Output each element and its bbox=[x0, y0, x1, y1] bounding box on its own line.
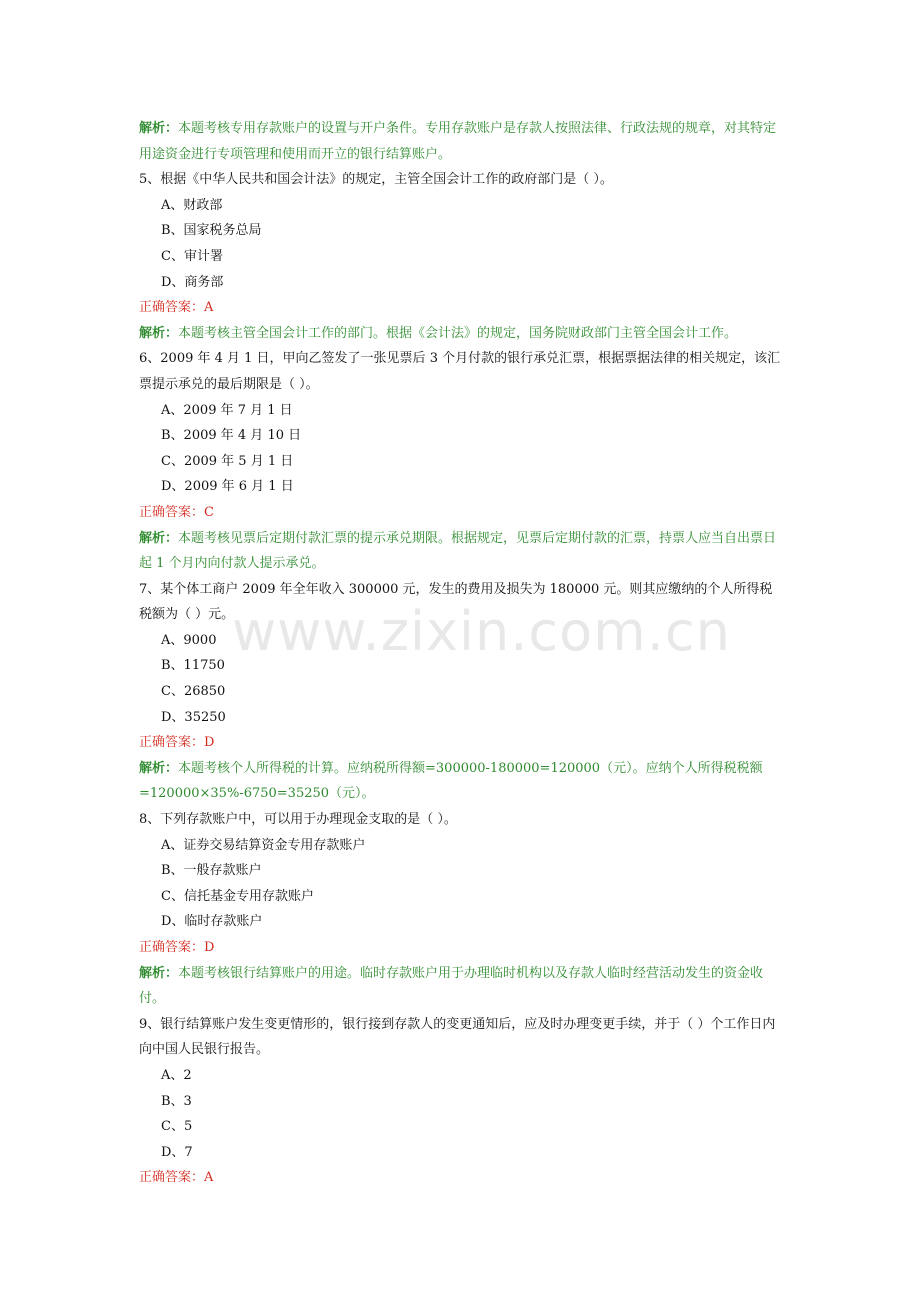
q8-option-c: C、信托基金专用存款账户 bbox=[161, 888, 314, 904]
q9-answer: 正确答案：A bbox=[139, 1170, 214, 1186]
q8-answer: 正确答案：D bbox=[139, 940, 215, 955]
question-8-stem: 8、下列存款账户中，可以用于办理现金支取的是（ ）。 bbox=[139, 812, 457, 828]
q7-option-a: A、9000 bbox=[161, 632, 217, 648]
q6-answer: 正确答案：C bbox=[139, 504, 214, 520]
q5-option-b: B、国家税务总局 bbox=[161, 223, 262, 239]
question-9-stem: 9、银行结算账户发生变更情形的，银行接到存款人的变更通知后，应及时办理变更手续，并于（ ）个工作日内向中国人民银行报告。 bbox=[139, 1016, 776, 1058]
q5-option-d: D、商务部 bbox=[161, 274, 224, 290]
q6-option-d: D、2009 年 6 月 1 日 bbox=[161, 479, 294, 495]
analysis-q8: 解析：本题考核银行结算账户的用途。临时存款账户用于办理临时机构以及存款人临时经营活动发生的资金收付。 bbox=[139, 965, 764, 1007]
analysis-label: 解析： bbox=[139, 121, 179, 136]
watermark: www.zixin.com.cn bbox=[232, 600, 731, 663]
q9-option-c: C、5 bbox=[161, 1119, 193, 1135]
q9-option-a: A、2 bbox=[161, 1067, 192, 1083]
q5-option-c: C、审计署 bbox=[161, 248, 223, 264]
q6-option-a: A、2009 年 7 月 1 日 bbox=[161, 402, 293, 418]
q8-option-a: A、证券交易结算资金专用存款账户 bbox=[161, 837, 366, 853]
analysis-q7: 解析：本题考核个人所得税的计算。应纳税所得额=300000-180000=120000（元）。应纳个人所得税税额=120000×35%-6750=35250（元）。 bbox=[139, 760, 763, 802]
analysis-q5: 解析：本题考核主管全国会计工作的部门。根据《会计法》的规定，国务院财政部门主管全国会计工作。 bbox=[139, 325, 738, 341]
question-6-stem: 6、2009 年 4 月 1 日，甲向乙签发了一张见票后 3 个月付款的银行承兑汇票，根据票据法律的相关规定，该汇票提示承兑的最后期限是（ ）。 bbox=[139, 351, 781, 392]
question-5-stem: 5、根据《中华人民共和国会计法》的规定，主管全国会计工作的政府部门是（ ）。 bbox=[139, 172, 613, 188]
q6-option-b: B、2009 年 4 月 10 日 bbox=[161, 428, 302, 444]
analysis-q4: 解析：本题考核专用存款账户的设置与开户条件。专用存款账户是存款人按照法律、行政法规的规章，对其特定用途资金进行专项管理和使用而开立的银行结算账户。 bbox=[139, 121, 777, 162]
q7-option-c: C、26850 bbox=[161, 684, 226, 700]
document-body bbox=[139, 116, 784, 1191]
q7-option-d: D、35250 bbox=[161, 709, 226, 725]
q9-option-b: B、3 bbox=[161, 1093, 192, 1109]
q5-option-a: A、财政部 bbox=[161, 197, 223, 213]
q7-answer: 正确答案：D bbox=[139, 735, 215, 751]
question-7-stem: 7、某个体工商户 2009 年全年收入 300000 元，发生的费用及损失为 180000 元。则其应缴纳的个人所得税税额为（ ）元。 bbox=[139, 581, 773, 623]
analysis-q6: 解析：本题考核见票后定期付款汇票的提示承兑期限。根据规定，见票后定期付款的汇票，持票人应当自出票日起 1 个月内向付款人提示承兑。 bbox=[139, 530, 777, 572]
q6-option-c: C、2009 年 5 月 1 日 bbox=[161, 453, 294, 469]
q8-option-d: D、临时存款账户 bbox=[161, 914, 263, 930]
q7-option-b: B、11750 bbox=[161, 658, 225, 674]
q9-option-d: D、7 bbox=[161, 1144, 193, 1160]
q5-answer: 正确答案：A bbox=[139, 300, 214, 316]
q8-option-b: B、一般存款账户 bbox=[161, 863, 262, 879]
